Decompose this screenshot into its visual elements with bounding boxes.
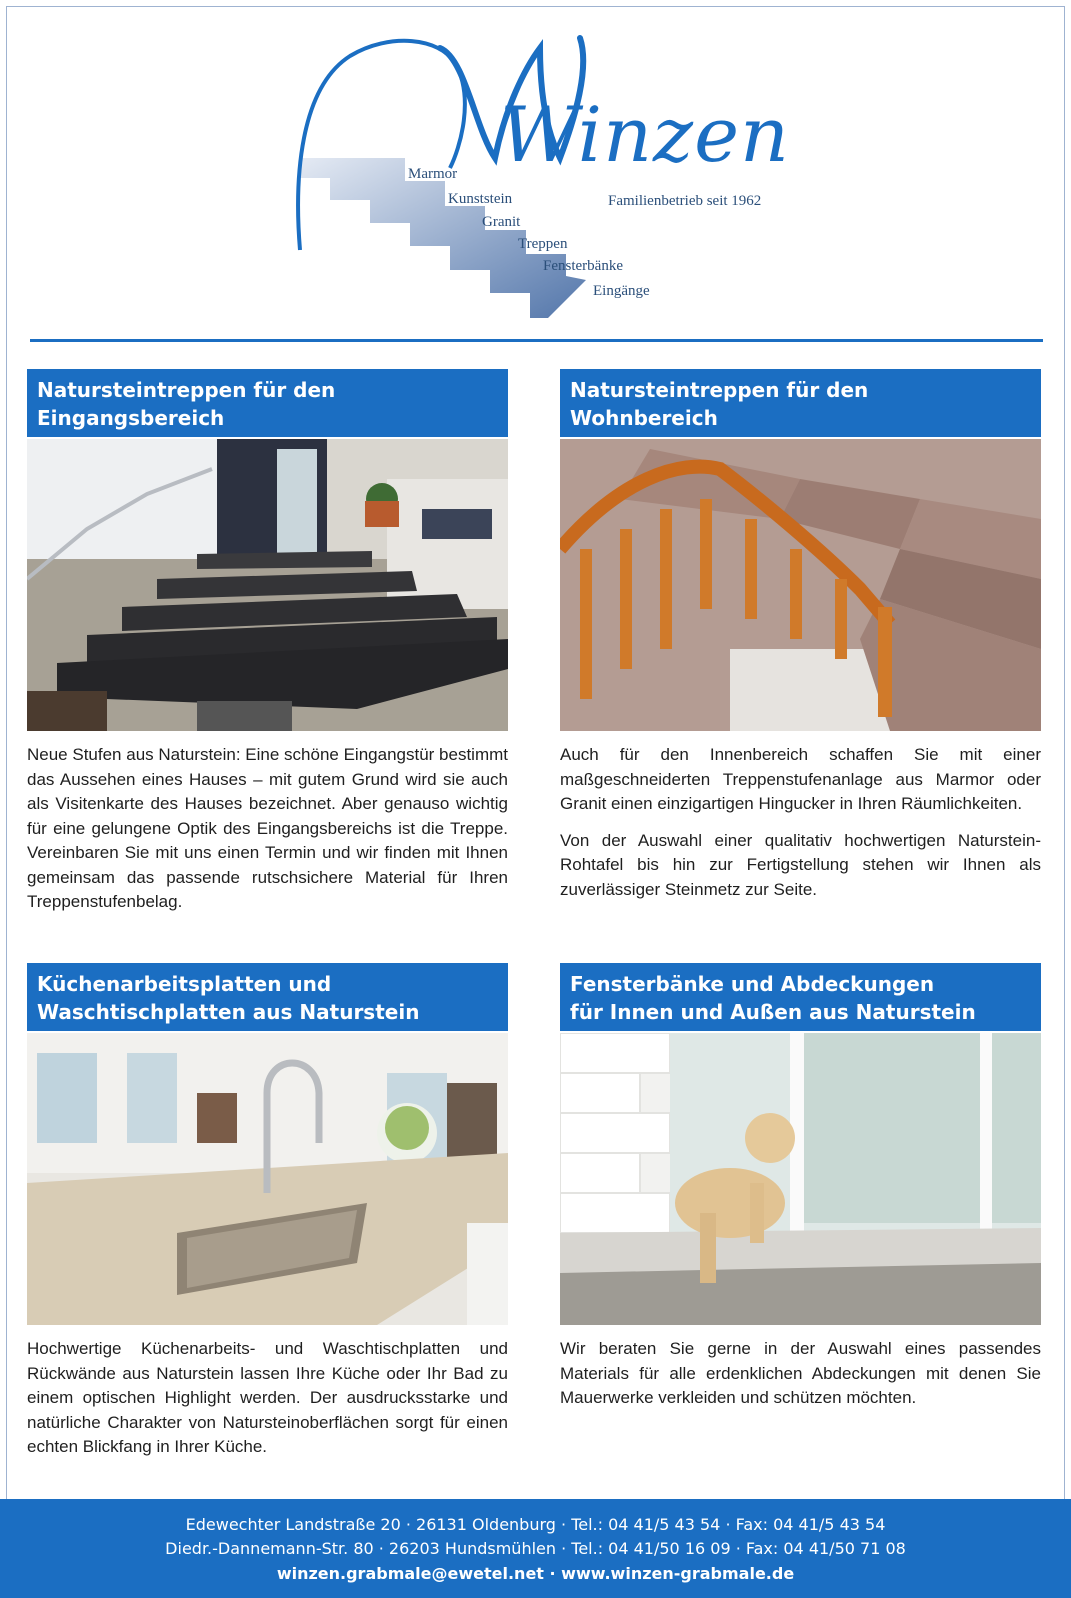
heading-line: Küchenarbeitsplatten und [37,972,332,996]
logo-step-label: Kunststein [448,191,513,207]
section-heading [560,963,1041,1031]
heading-line: Natursteintreppen für den [37,378,336,402]
section-interior-stairs [560,369,1041,902]
section-entrance-stairs [27,369,508,915]
heading-line: Natursteintreppen für den [570,378,869,402]
section-body [560,743,1041,902]
logo-wordmark: Winzen [500,90,790,179]
logo-step-label: Granit [482,214,521,230]
address-hundsmuehlen: Diedr.-Dannemann-Str. 80 · 26203 Hundsmühlen · Tel.: 04 41/50 16 09 · Fax: 04 41/50 71 08 [165,1539,906,1558]
section-heading [560,369,1041,437]
section-body [27,1337,508,1460]
section-heading [27,369,508,437]
body-paragraph: Auch für den Innenbereich schaffen Sie mit einer maßgeschneiderten Treppenstufenanlage aus Marmor oder Granit einen einzigartigen Hingucker in Ihren Räumlichkeiten. [560,745,1041,813]
contact-footer [0,1499,1071,1598]
section-window-sills [560,963,1041,1411]
logo-step-label: Eingänge [593,283,650,299]
section-kitchen-countertops [27,963,508,1460]
heading-line: für Innen und Außen aus Naturstein [570,1000,976,1024]
logo-step-label: Marmor [408,166,458,182]
heading-line: Fensterbänke und Abdeckungen [570,972,935,996]
photo-interior-stairs [560,439,1041,731]
photo-window-sill [560,1033,1041,1325]
body-paragraph: Neue Stufen aus Naturstein: Eine schöne Eingangstür bestimmt das Aussehen eines Hauses – mit gutem Grund wird sie auch als Visitenkarte des Hauses bezeichnet. Aber genauso wichtig für eine gelungene Optik des Eingangsbereichs ist die Treppe. Vereinbaren Sie mit uns einen Termin und wir finden mit Ihnen gemeinsam das passende rutschsichere Material für Ihren Treppenstufenbelag. [27,745,508,911]
section-body [560,1337,1041,1411]
heading-line: Wohnbereich [570,406,718,430]
body-paragraph: Wir beraten Sie gerne in der Auswahl eines passendes Materials für alle erdenklichen Abdeckungen mit denen Sie Mauerwerke verkleiden und schützen möchten. [560,1339,1041,1407]
logo-step-label: Treppen [518,236,568,252]
body-paragraph: Von der Auswahl einer qualitativ hochwertigen Naturstein-Rohtafel bis hin zur Fertigstellung stehen wir Ihnen als zuverlässiger Steinmetz zur Seite. [560,830,1041,899]
heading-line: Eingangsbereich [37,406,225,430]
company-logo [290,18,810,323]
logo-tagline: Familienbetrieb seit 1962 [608,193,762,209]
photo-entrance-stairs [27,439,508,731]
section-body [27,743,508,915]
logo-step-label: Fensterbänke [543,258,623,274]
heading-line: Waschtischplatten aus Naturstein [37,1000,420,1024]
header-divider [30,339,1043,342]
address-oldenburg: Edewechter Landstraße 20 · 26131 Oldenburg · Tel.: 04 41/5 43 54 · Fax: 04 41/5 43 54 [185,1515,886,1534]
body-paragraph: Hochwertige Küchenarbeits- und Waschtischplatten und Rückwände aus Naturstein lassen Ihre Küche oder Ihr Bad zu einem optischen Highlight werden. Der ausdrucksstarke und natürliche Charakter von Natursteinoberflächen sorgt für einen echten Blickfang in Ihrer Küche. [27,1339,508,1456]
photo-kitchen-countertop [27,1033,508,1325]
email-and-website: winzen.grabmale@ewetel.net · www.winzen-grabmale.de [276,1564,795,1583]
section-heading [27,963,508,1031]
